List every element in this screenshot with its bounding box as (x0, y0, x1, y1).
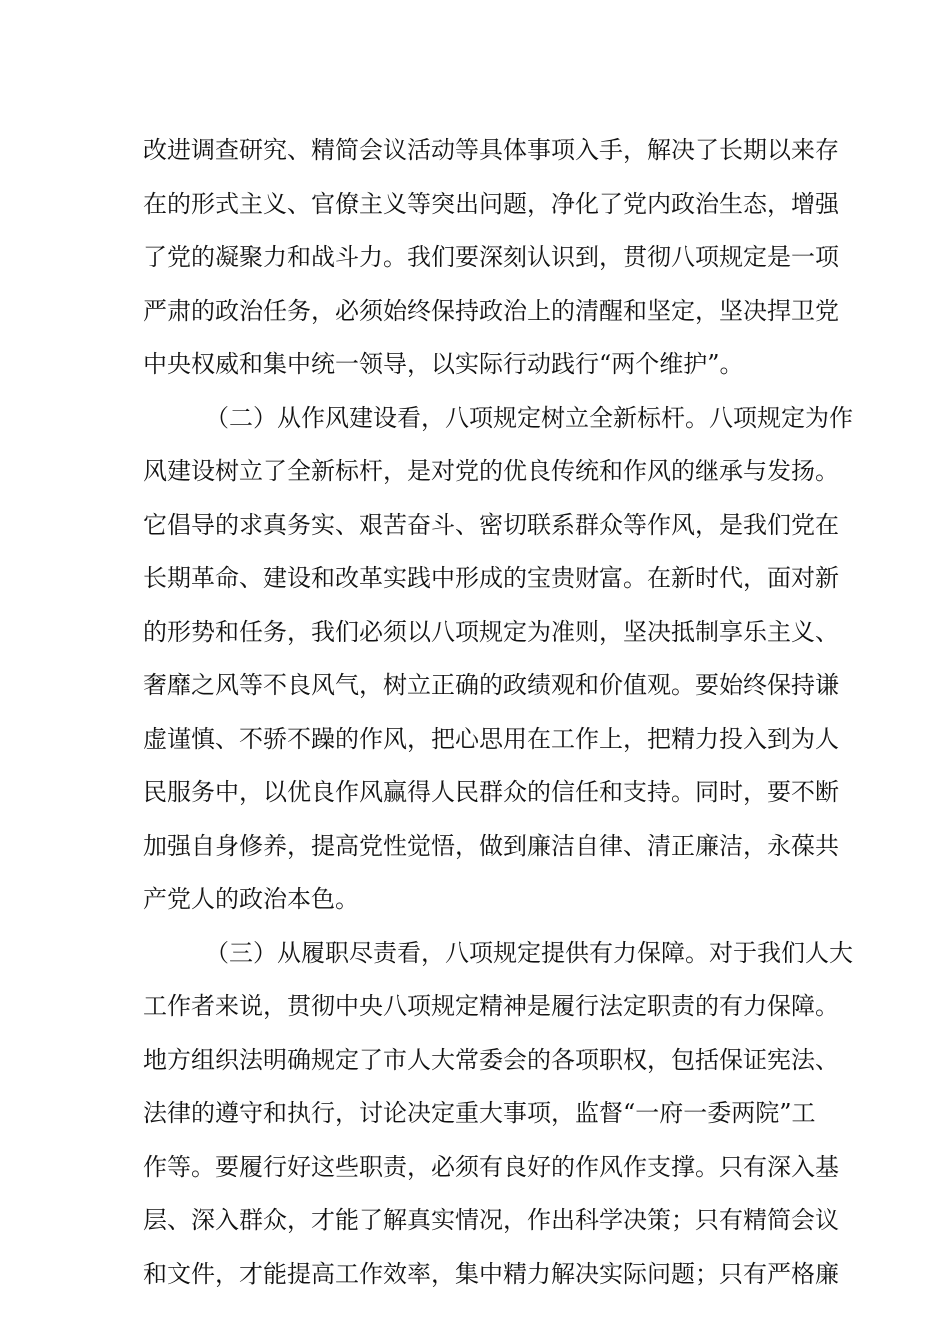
paragraph-2-line-7: 虚谨慎、不骄不躁的作风，把心思用在工作上，把精力投入到为人 (143, 725, 839, 753)
paragraph-3-line-5: 作等。要履行好这些职责，必须有良好的作风作支撑。只有深入基 (143, 1153, 839, 1181)
paragraph-3-line-3: 地方组织法明确规定了市人大常委会的各项职权，包括保证宪法、 (143, 1046, 839, 1074)
paragraph-3-line-4: 法律的遵守和执行，讨论决定重大事项，监督“一府一委两院”工 (143, 1099, 816, 1127)
paragraph-3-line-6: 层、深入群众，才能了解真实情况，作出科学决策；只有精简会议 (143, 1206, 839, 1234)
paragraph-2-line-3: 它倡导的求真务实、艰苦奋斗、密切联系群众等作风，是我们党在 (143, 511, 839, 539)
paragraph-3-line-1: （三）从履职尽责看，八项规定提供有力保障。对于我们人大 (205, 939, 853, 967)
paragraph-2-line-9: 加强自身修养，提高党性觉悟，做到廉洁自律、清正廉洁，永葆共 (143, 832, 839, 860)
paragraph-1-line-1: 改进调查研究、精简会议活动等具体事项入手，解决了长期以来存 (143, 136, 839, 164)
paragraph-2-line-6: 奢靡之风等不良风气，树立正确的政绩观和价值观。要始终保持谦 (143, 671, 839, 699)
paragraph-2-line-4: 长期革命、建设和改革实践中形成的宝贵财富。在新时代，面对新 (143, 564, 839, 592)
paragraph-1-line-5: 中央权威和集中统一领导，以实际行动践行“两个维护”。 (143, 350, 744, 378)
paragraph-2-line-8: 民服务中，以优良作风赢得人民群众的信任和支持。同时，要不断 (143, 778, 839, 806)
paragraph-1-line-4: 严肃的政治任务，必须始终保持政治上的清醒和坚定，坚决捍卫党 (143, 297, 839, 325)
paragraph-2-line-2: 风建设树立了全新标杆，是对党的优良传统和作风的继承与发扬。 (143, 457, 839, 485)
paragraph-1-line-2: 在的形式主义、官僚主义等突出问题，净化了党内政治生态，增强 (143, 190, 839, 218)
paragraph-2-line-1: （二）从作风建设看，八项规定树立全新标杆。八项规定为作 (205, 404, 853, 432)
paragraph-1-line-3: 了党的凝聚力和战斗力。我们要深刻认识到，贯彻八项规定是一项 (143, 243, 839, 271)
paragraph-2-line-5: 的形势和任务，我们必须以八项规定为准则，坚决抵制享乐主义、 (143, 618, 839, 646)
paragraph-2-line-10: 产党人的政治本色。 (143, 885, 359, 913)
paragraph-3-line-2: 工作者来说，贯彻中央八项规定精神是履行法定职责的有力保障。 (143, 992, 839, 1020)
paragraph-3-line-7: 和文件，才能提高工作效率，集中精力解决实际问题；只有严格廉 (143, 1260, 839, 1288)
